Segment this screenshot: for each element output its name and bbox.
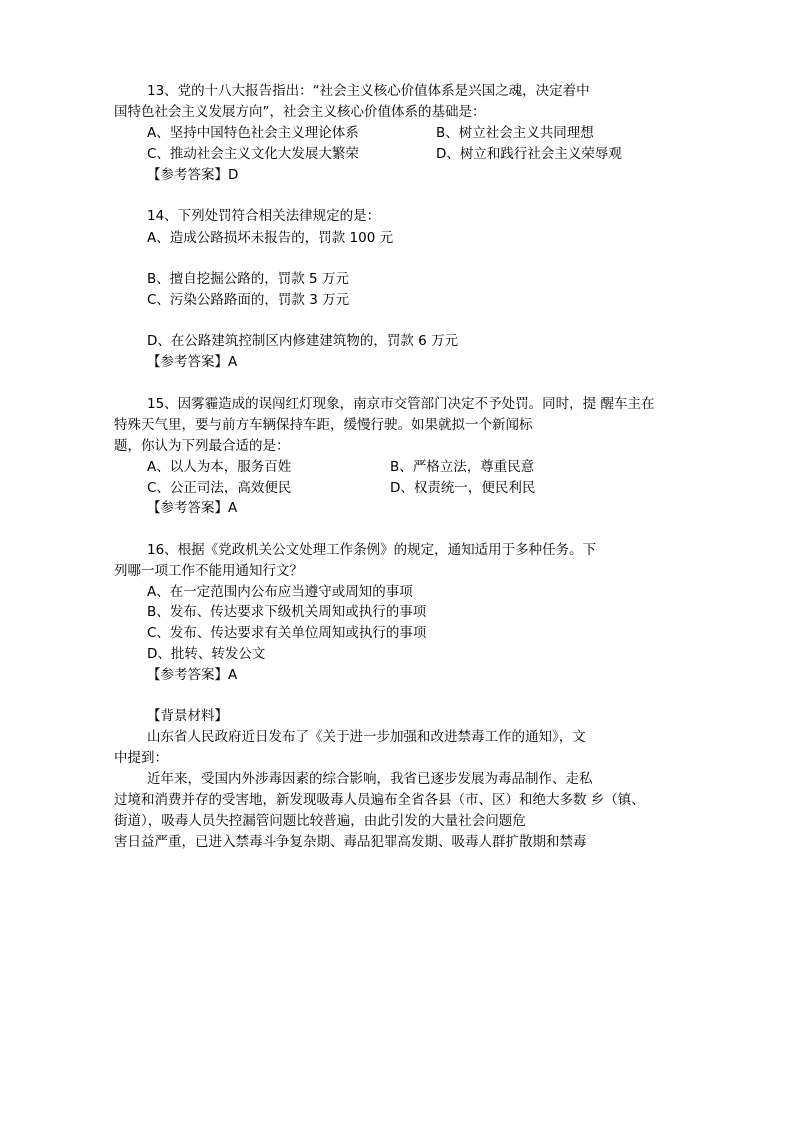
q16-option-b: B、发布、传达要求下级机关周知或执行的事项 xyxy=(147,604,427,620)
background-p2-line3: 街道），吸毒人员失控漏管问题比较普遍，由此引发的大量社会问题危 xyxy=(114,813,526,829)
background-p2-line2: 过境和消费并存的受害地，新发现吸毒人员遍布全省各县（市、区）和绝大多数 乡（镇、 xyxy=(114,792,645,808)
q14-option-b: B、擅自挖掘公路的，罚款 5 万元 xyxy=(147,271,349,287)
q13-answer: 【参考答案】D xyxy=(147,167,239,183)
q15-stem-line3: 题，你认为下列最合适的是： xyxy=(114,438,290,454)
q16-option-a: A、在一定范围内公布应当遵守或周知的事项 xyxy=(147,584,413,600)
q14-option-c: C、污染公路路面的，罚款 3 万元 xyxy=(147,292,350,308)
q13-stem-line2: 国特色社会主义发展方向”，社会主义核心价值体系的基础是： xyxy=(114,104,486,120)
background-heading: 【背景材料】 xyxy=(147,708,228,724)
q13-option-a: A、坚持中国特色社会主义理论体系 xyxy=(147,125,359,141)
q13-option-b: B、树立社会主义共同理想 xyxy=(436,125,594,141)
q15-answer: 【参考答案】A xyxy=(147,500,238,516)
q14-option-d: D、在公路建筑控制区内修建建筑物的，罚款 6 万元 xyxy=(147,333,459,349)
q16-option-c: C、发布、传达要求有关单位周知或执行的事项 xyxy=(147,625,427,641)
q16-stem-line2: 列哪一项工作不能用通知行文？ xyxy=(114,563,303,579)
background-p1-line2: 中提到： xyxy=(114,750,168,766)
q13-option-c: C、推动社会主义文化大发展大繁荣 xyxy=(147,146,359,162)
q15-option-d: D、权责统一，便民利民 xyxy=(390,480,536,496)
background-p1-line1: 山东省人民政府近日发布了《关于进一步加强和改进禁毒工作的通知》，文 xyxy=(147,729,586,745)
q15-option-b: B、严格立法，尊重民意 xyxy=(390,459,535,475)
q14-answer: 【参考答案】A xyxy=(147,354,238,370)
q15-stem-line1: 15、因雾霾造成的误闯红灯现象，南京市交管部门决定不予处罚。同时，提 醒车主在 xyxy=(147,396,655,412)
q14-stem: 14、下列处罚符合相关法律规定的是： xyxy=(147,208,381,224)
q15-stem-line2: 特殊天气里，要与前方车辆保持车距，缓慢行驶。如果就拟一个新闻标 xyxy=(114,417,533,433)
q13-stem-line1: 13、党的十八大报告指出：“社会主义核心价值体系是兴国之魂，决定着中 xyxy=(147,83,590,99)
q15-option-a: A、以人为本，服务百姓 xyxy=(147,459,292,475)
background-p2-line4: 害日益严重，已进入禁毒斗争复杂期、毒品犯罪高发期、吸毒人群扩散期和禁毒 xyxy=(114,834,587,850)
q13-option-d: D、树立和践行社会主义荣辱观 xyxy=(436,146,622,162)
q16-answer: 【参考答案】A xyxy=(147,667,238,683)
q15-option-c: C、公正司法，高效便民 xyxy=(147,480,292,496)
q16-stem-line1: 16、根据《党政机关公文处理工作条例》的规定，通知适用于多种任务。下 xyxy=(147,542,597,558)
q16-option-d: D、批转、转发公文 xyxy=(147,646,266,662)
q14-option-a: A、造成公路损坏未报告的，罚款 100 元 xyxy=(147,230,394,246)
background-p2-line1: 近年来，受国内外涉毒因素的综合影响，我省已逐步发展为毒品制作、走私 xyxy=(147,771,593,787)
